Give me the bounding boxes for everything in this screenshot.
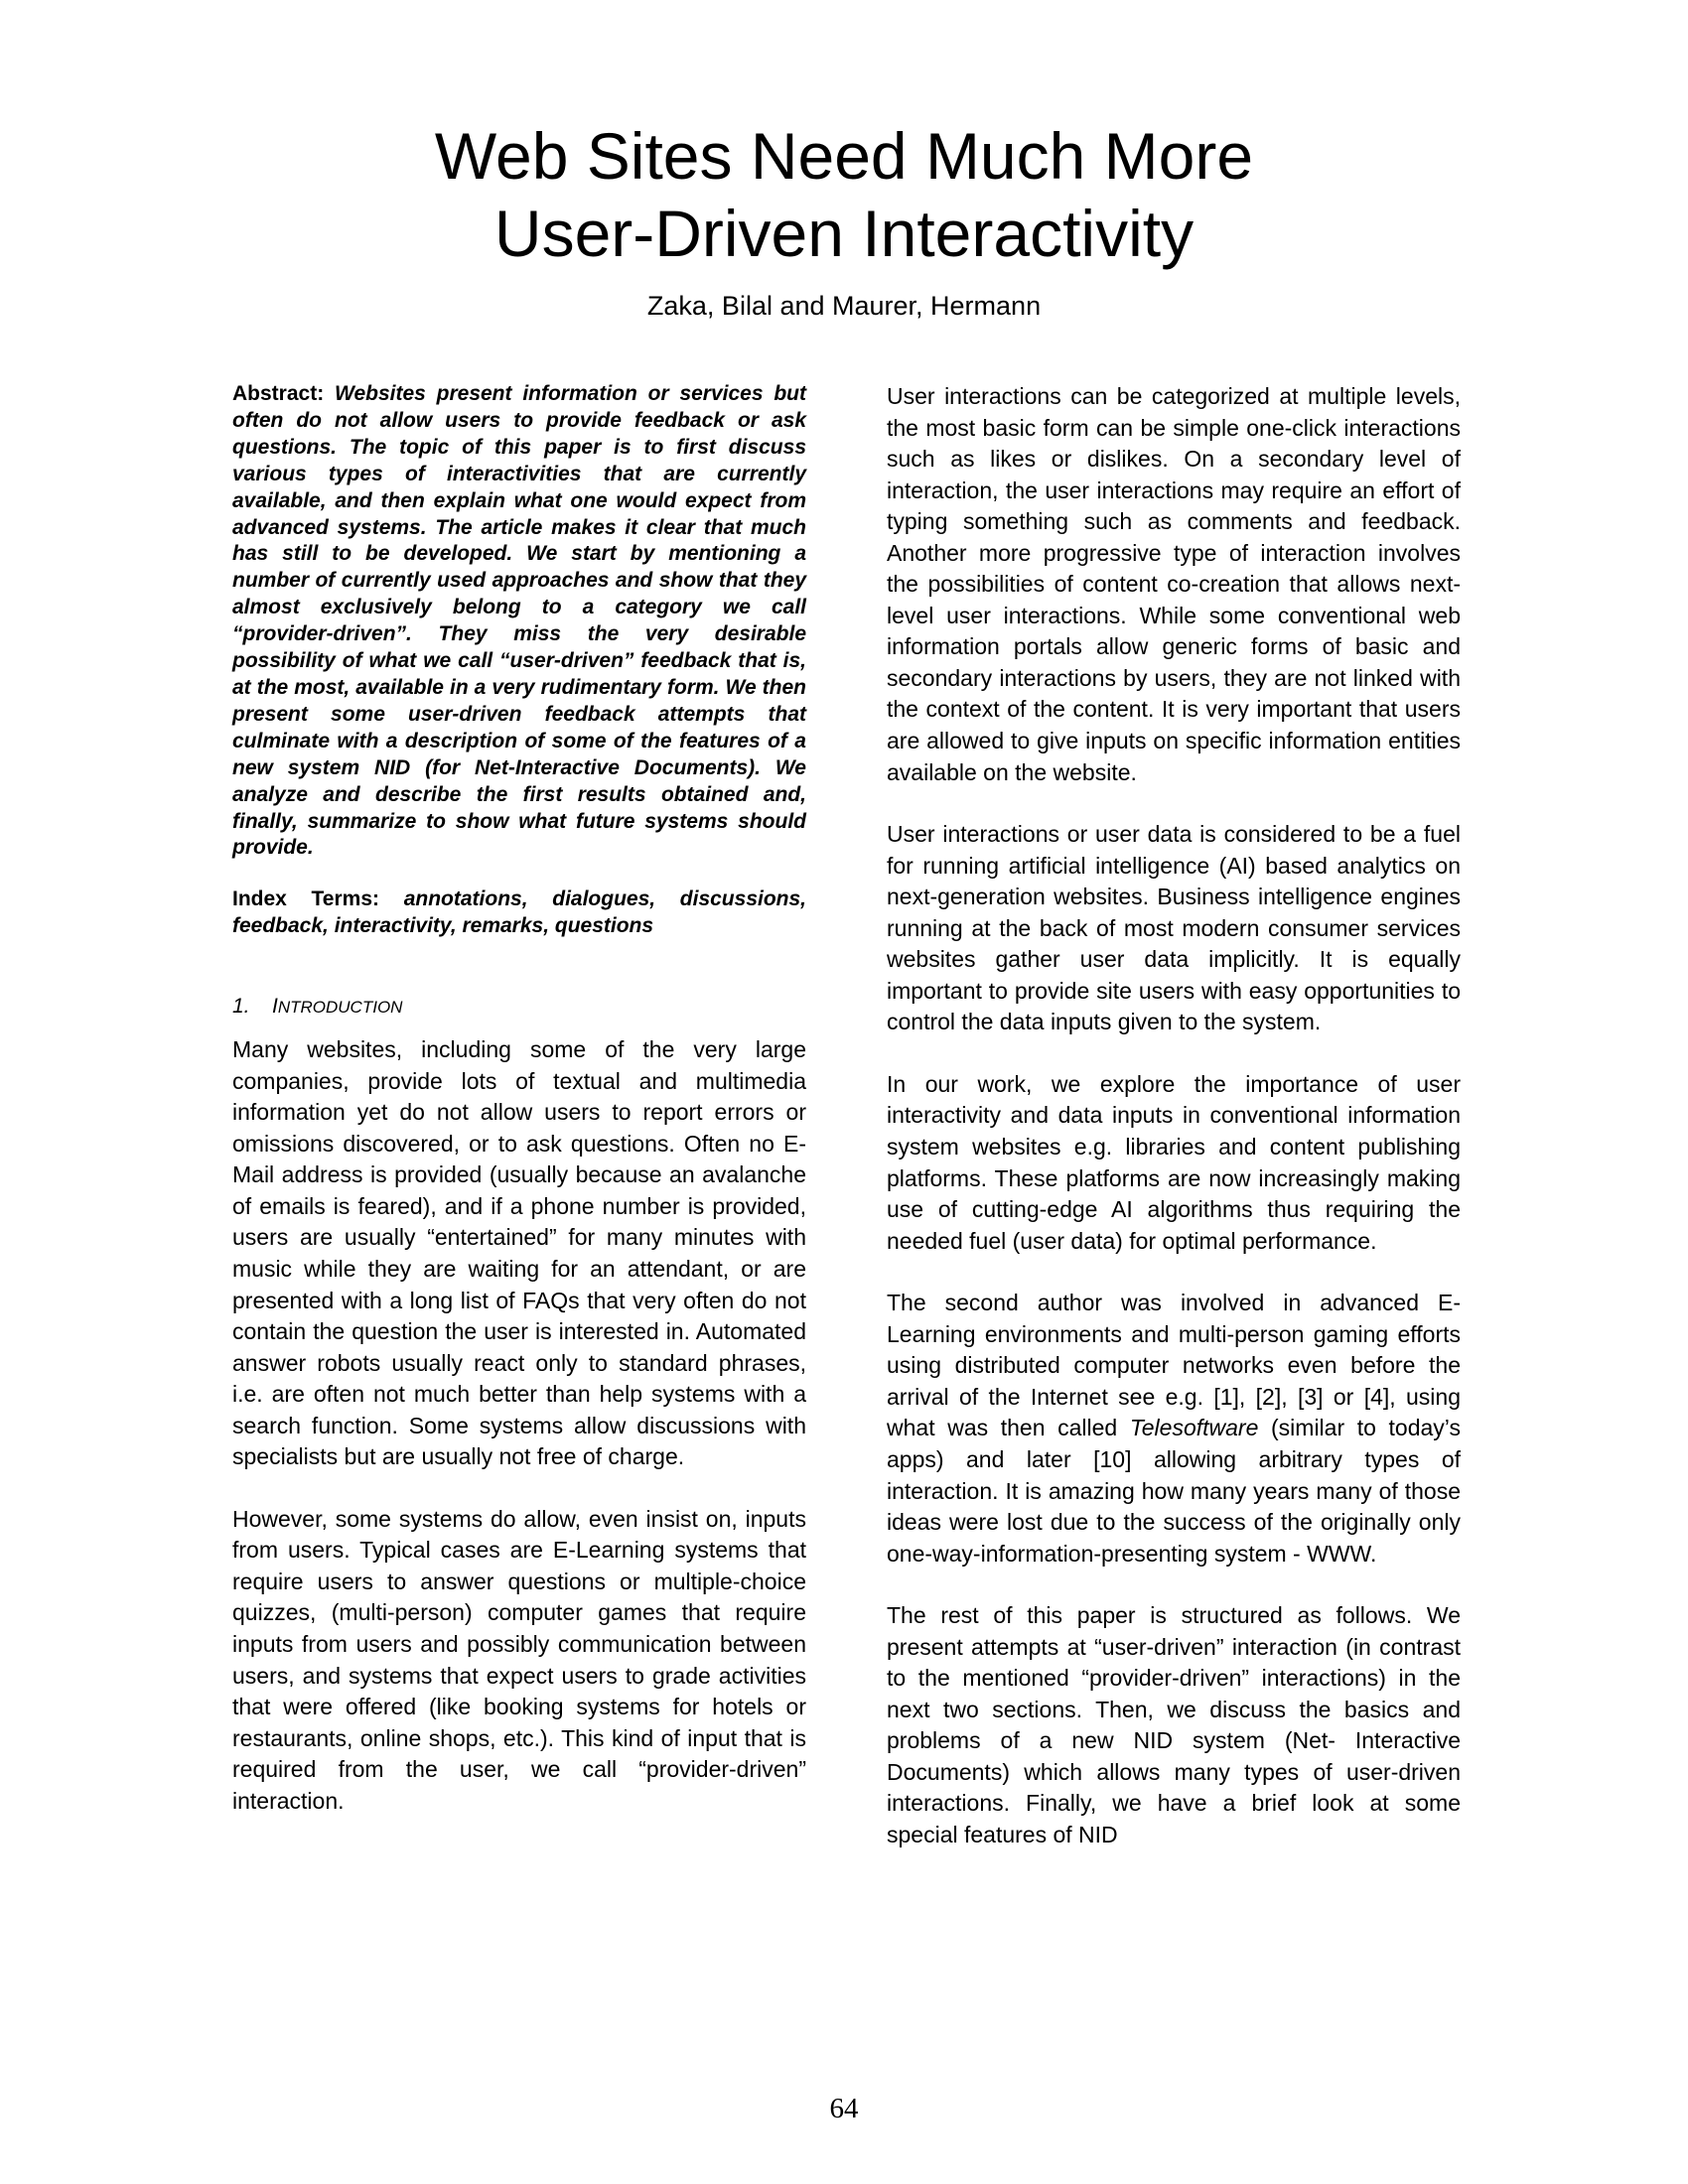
intro-paragraph-1: Many websites, including some of the very large companies, provide lots of textual and multimedia information yet do not allow users to report errors or omissions discovered, or to ask questions. Often no E-Mail address is provided (usually because an avalanche of emails is feared), and if a phone number is provided, users are usually “entertained” for many minutes with music while they are waiting for an attendant, or are presented with a long list of FAQs that very often do not contain the question the user is interested in. Automated answer robots usually react only to standard phrases, i.e. are often not much better than help systems with a search function. Some systems allow discussions with specialists but are usually not free of charge. (232, 1036, 806, 1470)
page-number: 64 (829, 2093, 859, 2124)
abstract-label: Abstract: (232, 382, 325, 405)
second-author-text-a: The second author was involved in advanced E-Learning environments and multi-person gaming efforts using distributed computer networks even before the arrival of the Internet see e.g. [1], [2], [3] or [4], using what was then called (887, 1290, 1461, 1441)
right-column (887, 381, 1461, 1851)
intro-paragraph-2: However, some systems do allow, even insist on, inputs from users. Typical cases are E-Learning systems that require users to answer questions or multiple-choice quizzes, (multi-person) computer games that require inputs from users and possibly communication between users, and systems that expect users to grade activities that were offered (like booking systems for hotels or restaurants, online shops, etc.). This kind of input that is required from the user, we call “provider-driven” interaction. (232, 1505, 806, 1814)
paragraph-user-data-fuel: User interactions or user data is considered to be a fuel for running artificial intelligence (AI) based analytics on next-generation websites. Business intelligence engines running at the back of most modern consumer services websites gather user data implicitly. It is equally important to provide site users with easy opportunities to control the data inputs given to the system. (887, 821, 1461, 1035)
abstract (232, 381, 806, 862)
left-column (232, 381, 806, 1817)
paragraph-second-author (887, 1288, 1461, 1570)
section-heading-introduction (232, 994, 806, 1021)
authors: Zaka, Bilal and Maurer, Hermann (646, 291, 1042, 321)
abstract-text: Websites present information or services but often do not allow users to provide feedback or ask questions. The topic of this paper is to first discuss various types of interactivities that are currently available, and then explain what one would expect from advanced systems. The article makes it clear that much has still to be developed. We start by mentioning a number of currently used approaches and show that they almost exclusively belong to a category we call “provider-driven”. They miss the very desirable possibility of what we call “user-driven” feedback that is, at the most, available in a very rudimentary form. We then present some user-driven feedback attempts that culminate with a description of some of the features of a new system NID (for Net-Interactive Documents). We analyze and describe the first results obtained and, finally, summarize to show what future systems should provide. (232, 382, 806, 860)
index-terms-text: annotations, dialogues, discussions, feedback, interactivity, remarks, questions (232, 887, 806, 938)
paragraph-paper-structure: The rest of this paper is structured as follows. We present attempts at “user-driven” interaction (in contrast to the mentioned “provider-driven” interactions) in the next two sections. Then, we discuss the basics and problems of a new NID system (Net- Interactive Documents) which allows many types of user-driven interactions. Finally, we have a brief look at some special features of NID (887, 1602, 1461, 1847)
index-terms-label: Index Terms: (232, 887, 380, 911)
telesoftware-emphasis: Telesoftware (1129, 1415, 1259, 1441)
index-terms (232, 887, 806, 940)
title-line-1: Web Sites Need Much More (434, 119, 1254, 193)
title-line-2: User-Driven Interactivity (493, 197, 1195, 270)
section-title-rest: NTRODUCTION (277, 998, 403, 1018)
section-title-initial: I (272, 995, 278, 1019)
paragraph-our-work: In our work, we explore the importance of user interactivity and data inputs in conventional information system websites e.g. libraries and content publishing platforms. These platforms are now increasingly making use of cutting-edge AI algorithms thus requiring the needed fuel (user data) for optimal performance. (887, 1070, 1461, 1254)
section-number: 1. (232, 995, 250, 1019)
second-author-text-b: (similar to today’s apps) and later [10] allowing arbitrary types of interaction. It is amazing how many years many of those ideas were lost due to the success of the originally only one-way-information-presenting system - WWW. (887, 1415, 1461, 1567)
paragraph-interaction-levels: User interactions can be categorized at multiple levels, the most basic form can be simple one-click interactions such as likes or dislikes. On a secondary level of interaction, the user interactions may require an effort of typing something such as comments and feedback. Another more progressive type of interaction involves the possibilities of content co-creation that allows next-level user interactions. While some conventional web information portals allow generic forms of basic and secondary interactions by users, they are not linked with the context of the content. It is very important that users are allowed to give inputs on specific information entities available on the website. (887, 383, 1461, 785)
paper-title (0, 117, 1688, 272)
